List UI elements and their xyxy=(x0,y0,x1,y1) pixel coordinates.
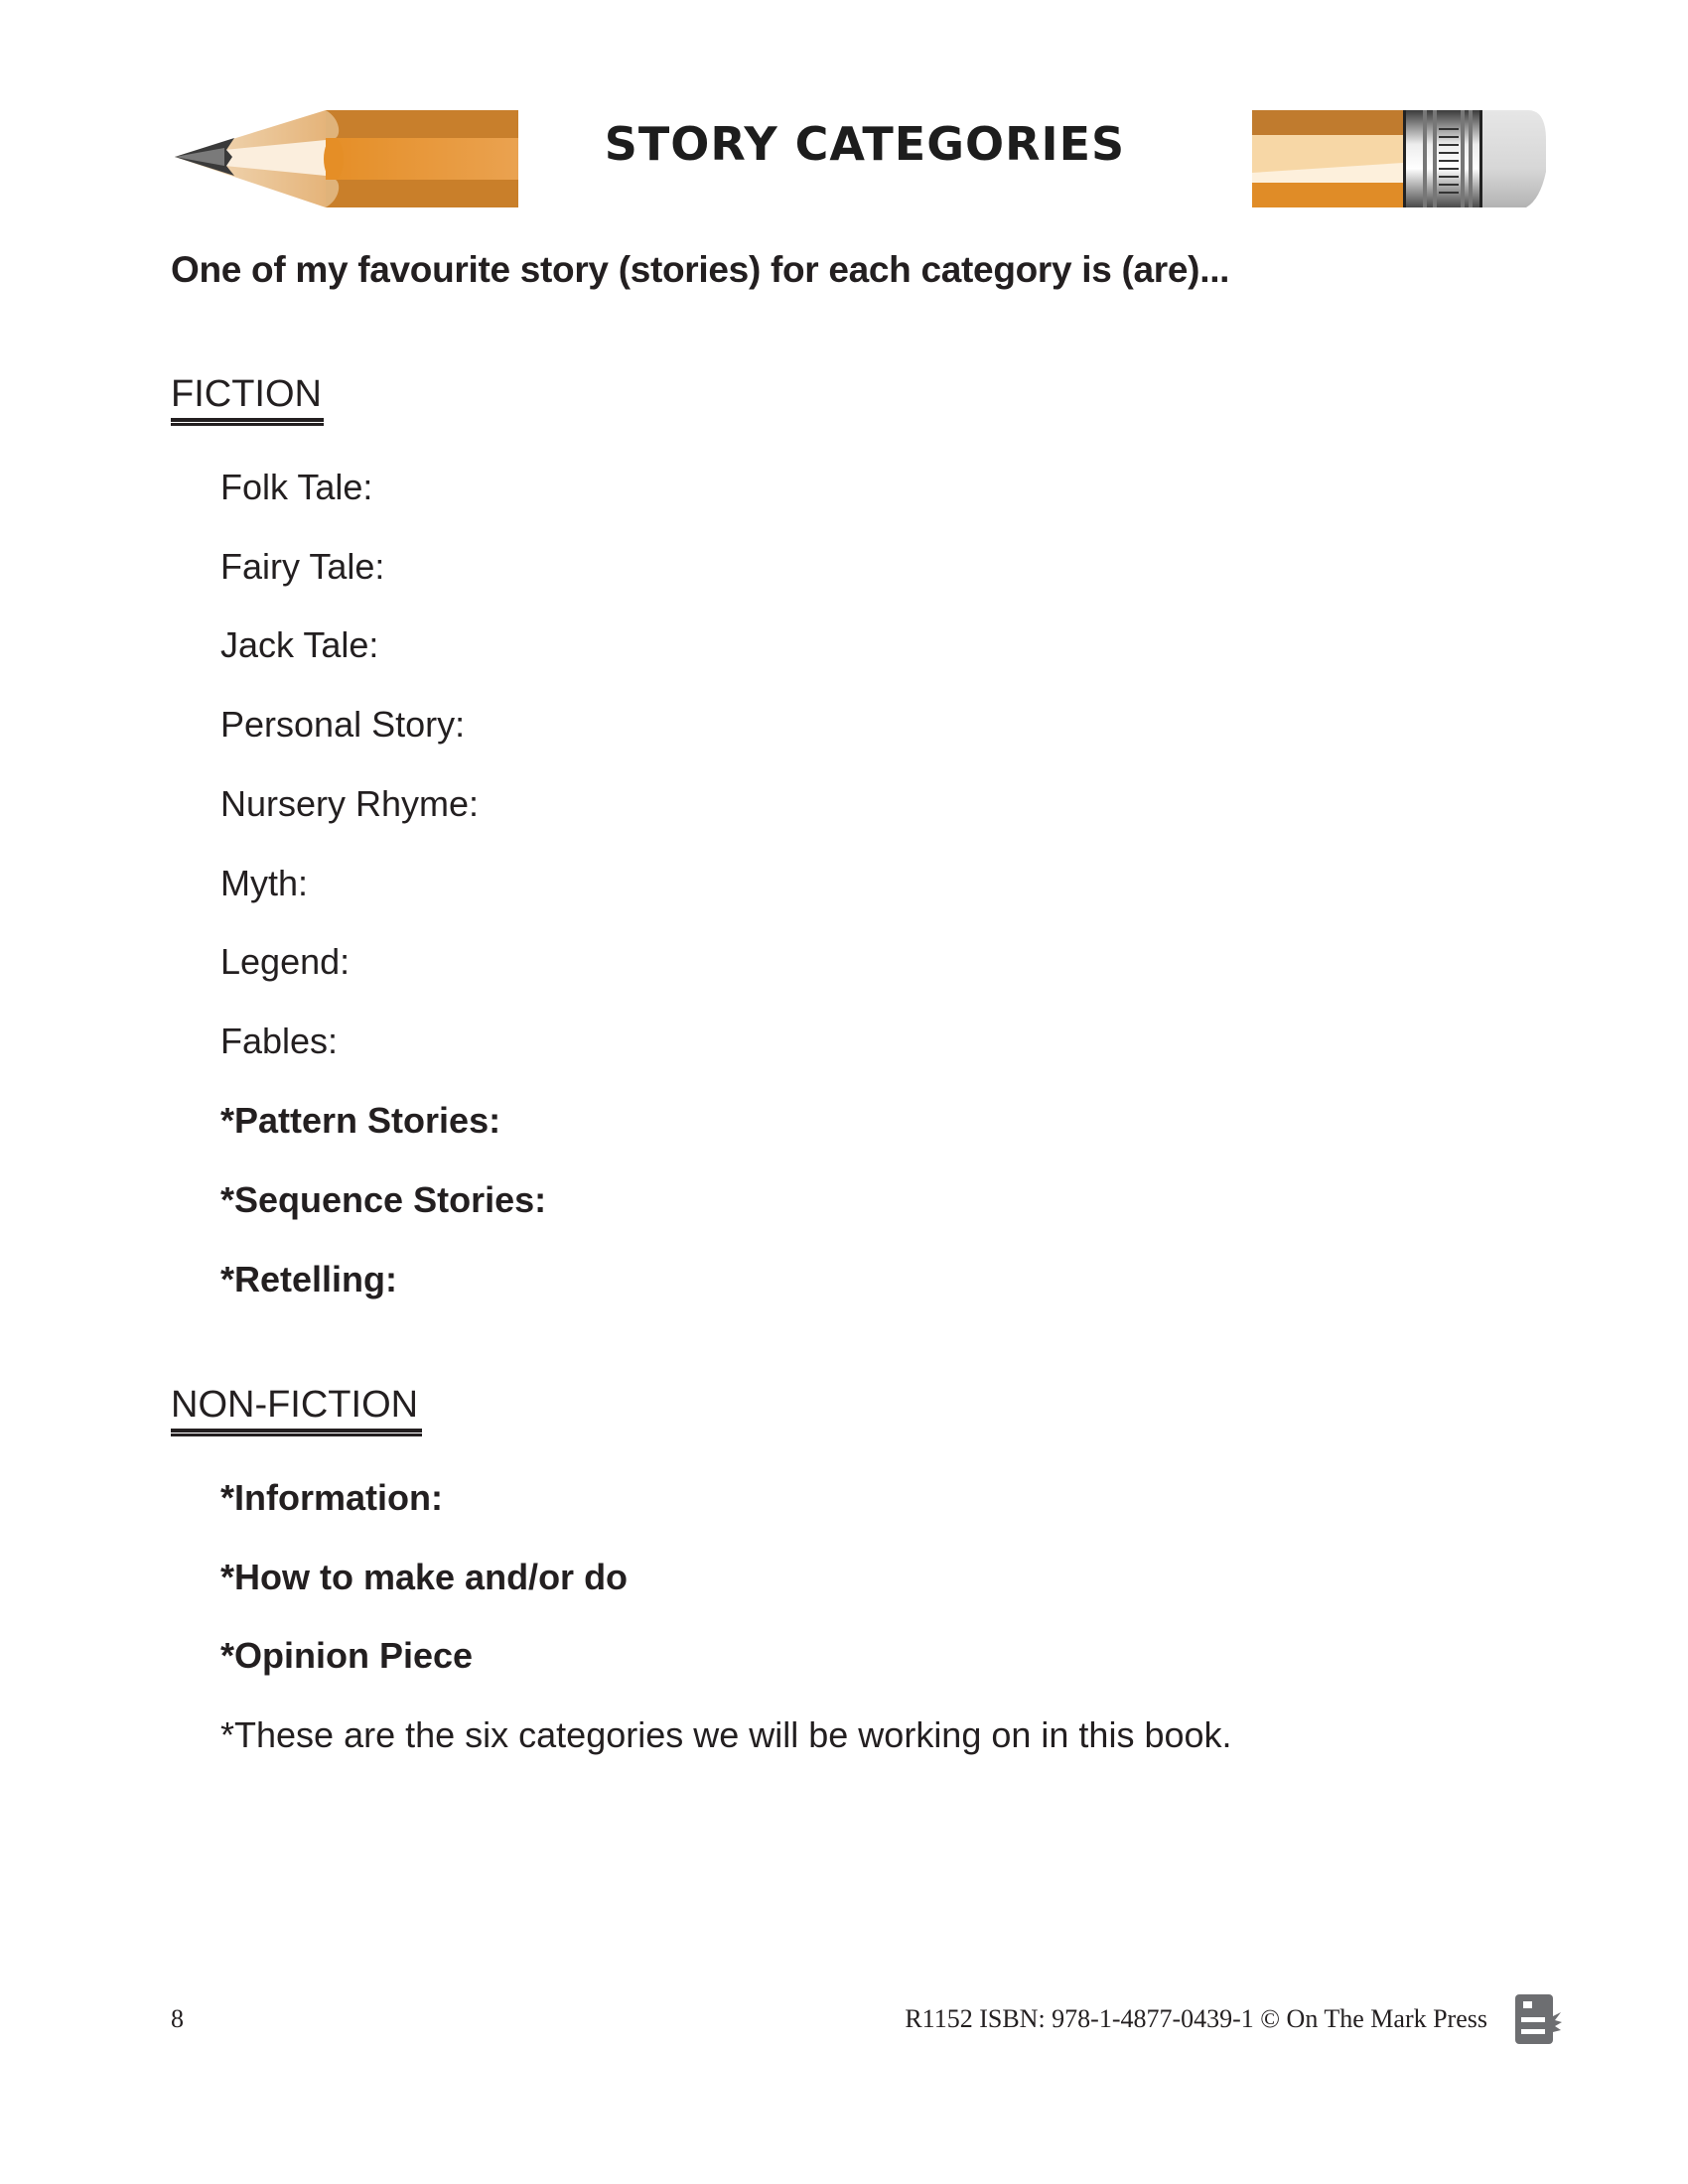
category-information: *Information: xyxy=(220,1477,443,1518)
section-heading-label: NON-FICTION xyxy=(171,1384,419,1426)
pencil-eraser-illustration xyxy=(1252,110,1546,207)
page-number: 8 xyxy=(171,2004,184,2033)
category-nursery-rhyme: Nursery Rhyme: xyxy=(220,783,480,824)
category-folk-tale: Folk Tale: xyxy=(220,467,373,507)
double-underline xyxy=(171,418,324,426)
category-fairy-tale: Fairy Tale: xyxy=(220,546,385,587)
page-title: STORY CATEGORIES xyxy=(604,117,1126,171)
category-fables: Fables: xyxy=(220,1021,339,1061)
pencil-tip-illustration xyxy=(175,110,518,207)
section-heading-label: FICTION xyxy=(171,373,322,415)
isbn-copyright: R1152 ISBN: 978-1-4877-0439-1 © On The Mark Press xyxy=(905,2004,1487,2033)
section-heading-non-fiction xyxy=(171,1384,418,1427)
book-stack-icon xyxy=(1513,1992,1563,2046)
intro-prompt: One of my favourite story (stories) for each category is (are)... xyxy=(171,249,1230,290)
category-myth: Myth: xyxy=(220,863,309,903)
category-pattern-stories: *Pattern Stories: xyxy=(220,1100,501,1141)
double-underline xyxy=(171,1429,422,1436)
category-jack-tale: Jack Tale: xyxy=(220,624,379,665)
category-opinion-piece: *Opinion Piece xyxy=(220,1635,474,1676)
section-heading-fiction xyxy=(171,373,322,416)
category-retelling: *Retelling: xyxy=(220,1259,398,1299)
footnote: *These are the six categories we will be working on in this book. xyxy=(220,1714,1232,1755)
category-sequence-stories: *Sequence Stories: xyxy=(220,1179,547,1220)
category-how-to: *How to make and/or do xyxy=(220,1557,629,1597)
category-personal-story: Personal Story: xyxy=(220,704,466,745)
category-legend: Legend: xyxy=(220,941,351,982)
